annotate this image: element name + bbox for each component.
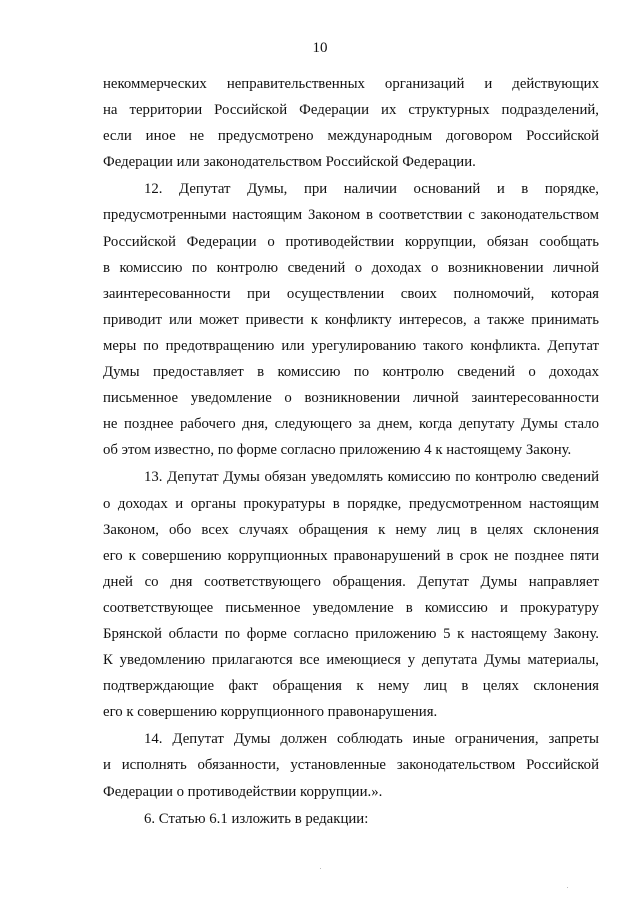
text-line: соответствующее письменное уведомление в комиссию и прокуратуру [103, 599, 599, 616]
paragraph-item-14 [103, 726, 599, 804]
paragraph-item-6 [103, 806, 599, 832]
scan-speck [320, 868, 321, 869]
text-line: не позднее рабочего дня, следующего за днем, когда депутату Думы стало [103, 416, 599, 433]
text-line: о доходах и органы прокуратуры в порядке, предусмотренном настоящим [103, 495, 599, 512]
text-line: Российской Федерации о противодействии коррупции, обязан сообщать [103, 233, 599, 250]
text-line: меры по предотвращению или урегулированию такого конфликта. Депутат [103, 337, 599, 354]
text-line: 12. Депутат Думы, при наличии оснований и в порядке, [144, 181, 599, 198]
text-line: его к совершению коррупционных правонарушений в срок не позднее пяти [103, 547, 599, 564]
scan-speck [567, 887, 568, 888]
paragraph-item-13 [103, 464, 599, 725]
text-line: если иное не предусмотрено международным договором Российской [103, 128, 599, 145]
text-line: заинтересованности при осуществлении своих полномочий, которая [103, 285, 599, 302]
text-line: Брянской области по форме согласно приложению 5 к настоящему Закону. [103, 625, 599, 642]
text-line: об этом известно, по форме согласно приложению 4 к настоящему Закону. [103, 442, 572, 459]
text-line: 13. Депутат Думы обязан уведомлять комиссию по контролю сведений [144, 469, 599, 486]
text-line: Федерации или законодательством Российской Федерации. [103, 154, 476, 171]
text-line: приводит или может привести к конфликту интересов, а также принимать [103, 311, 599, 328]
text-line: 14. Депутат Думы должен соблюдать иные ограничения, запреты [144, 731, 599, 748]
text-line: дней со дня соответствующего обращения. Депутат Думы направляет [103, 573, 599, 590]
paragraph-continuation [103, 71, 599, 175]
text-line: 6. Статью 6.1 изложить в редакции: [144, 810, 369, 827]
document-body [103, 71, 599, 832]
text-line: и исполнять обязанности, установленные законодательством Российской [103, 757, 599, 774]
text-line: К уведомлению прилагаются все имеющиеся у депутата Думы материалы, [103, 652, 599, 669]
text-line: подтверждающие факт обращения к нему лиц в целях склонения [103, 678, 599, 695]
text-line: его к совершению коррупционного правонарушения. [103, 704, 438, 721]
text-line: некоммерческих неправительственных организаций и действующих [103, 76, 599, 92]
page-number: 10 [312, 40, 328, 56]
text-line: Думы предоставляет в комиссию по контролю сведений о доходах [103, 364, 599, 381]
text-line: на территории Российской Федерации их структурных подразделений, [103, 102, 599, 119]
text-line: в комиссию по контролю сведений о доходах о возникновении личной [103, 259, 599, 276]
text-line: Федерации о противодействии коррупции.». [103, 783, 383, 800]
text-line: Законом, обо всех случаях обращения к нему лиц в целях склонения [103, 521, 599, 538]
text-line: письменное уведомление о возникновении личной заинтересованности [103, 390, 599, 407]
paragraph-item-12 [103, 176, 599, 463]
text-line: предусмотренными настоящим Законом в соответствии с законодательством [103, 207, 599, 224]
